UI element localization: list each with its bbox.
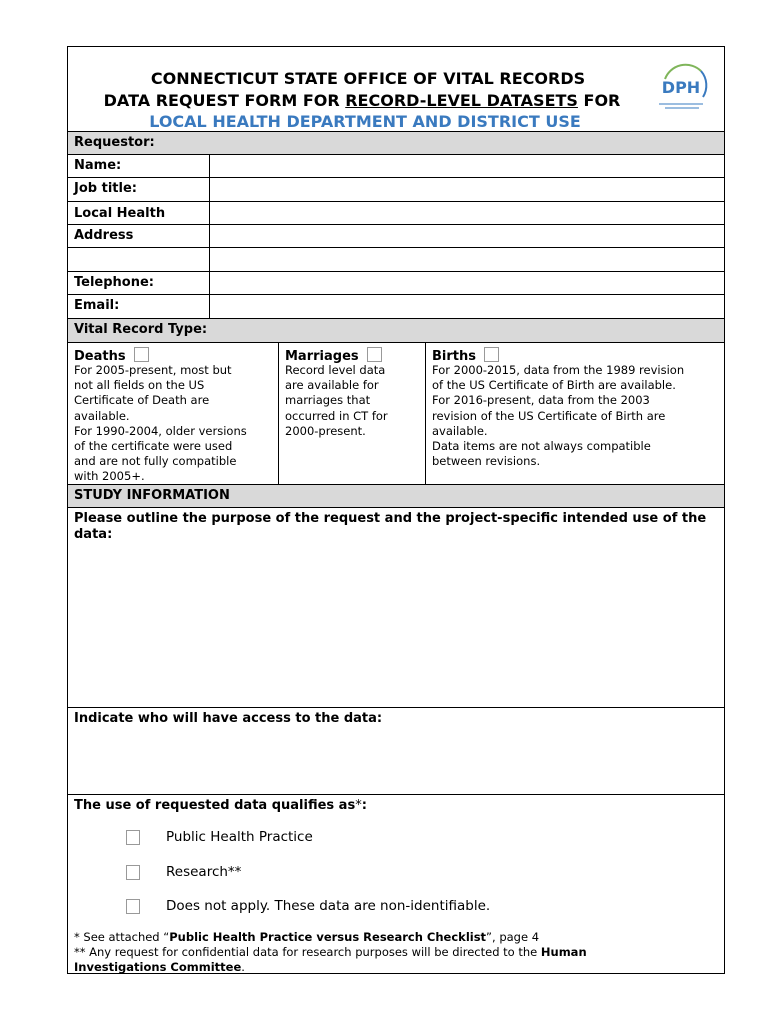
marriages-description: Record level data are available for marriages that occurred in CT for 2000-present. bbox=[285, 363, 388, 438]
requestor-section-header: Requestor: bbox=[68, 131, 724, 154]
name-input[interactable] bbox=[209, 155, 724, 177]
marriages-column bbox=[278, 343, 425, 484]
purpose-prompt: Please outline the purpose of the request and the project-specific intended use of the data: bbox=[74, 511, 707, 542]
telephone-input[interactable] bbox=[209, 272, 724, 294]
births-label: Births bbox=[432, 349, 476, 364]
title-line-1: CONNECTICUT STATE OFFICE OF VITAL RECORDS bbox=[150, 69, 586, 88]
footnote-1: * See attached “Public Health Practice versus Research Checklist”, page 4 bbox=[74, 930, 540, 944]
telephone-row: Telephone: bbox=[68, 271, 724, 294]
address-row-2 bbox=[68, 247, 724, 271]
public-health-practice-checkbox[interactable] bbox=[126, 830, 140, 845]
vital-record-section-header: Vital Record Type: bbox=[68, 318, 724, 342]
local-health-district-input[interactable] bbox=[209, 202, 724, 224]
marriages-checkbox[interactable] bbox=[367, 347, 382, 362]
name-row: Name: bbox=[68, 154, 724, 177]
form-page bbox=[67, 46, 725, 974]
purpose-field[interactable] bbox=[68, 507, 724, 707]
deaths-label: Deaths bbox=[74, 349, 126, 364]
qualifies-section: The use of requested data qualifies as*: Public Health Practice Research** Does not apply. These data are non-identifiable. * See attached “Public Health Practice versus Research Checklist”, page 4 ** Any request for confidential data for research purposes will be directed to the Human Investigations Committee. bbox=[68, 794, 724, 975]
footnote-2: ** Any request for confidential data for research purposes will be directed to the Human bbox=[74, 945, 587, 959]
email-row: Email: bbox=[68, 294, 724, 318]
footnote-2-continued: Investigations Committee. bbox=[74, 960, 245, 974]
job-title-input[interactable] bbox=[209, 178, 724, 201]
marriages-label: Marriages bbox=[285, 349, 359, 364]
births-description: For 2000-2015, data from the 1989 revision of the US Certificate of Birth are available. For 2016-present, data from the 2003 revision of the US Certificate of Birth are available. Data items are not always compatible between revisions. bbox=[432, 363, 685, 469]
study-section-header: STUDY INFORMATION bbox=[68, 484, 724, 507]
does-not-apply-checkbox[interactable] bbox=[126, 899, 140, 914]
dph-logo-icon bbox=[653, 57, 709, 115]
vital-record-types bbox=[68, 342, 724, 484]
research-checkbox[interactable] bbox=[126, 865, 140, 880]
title-line-3: LOCAL HEALTH DEPARTMENT AND DISTRICT USE bbox=[149, 112, 581, 131]
qualifies-prompt: The use of requested data qualifies as*: bbox=[74, 798, 367, 813]
address-input-1[interactable] bbox=[209, 225, 724, 247]
births-column bbox=[425, 343, 724, 484]
job-title-row: Job title: bbox=[68, 177, 724, 201]
form-header bbox=[68, 47, 724, 131]
births-checkbox[interactable] bbox=[484, 347, 499, 362]
logo-text: DPH bbox=[661, 78, 701, 97]
email-input[interactable] bbox=[209, 295, 724, 318]
deaths-checkbox[interactable] bbox=[134, 347, 149, 362]
deaths-column bbox=[68, 343, 278, 484]
address-row: Address bbox=[68, 224, 724, 247]
access-prompt: Indicate who will have access to the data: bbox=[74, 711, 383, 726]
address-input-2[interactable] bbox=[209, 248, 724, 271]
title-line-2: DATA REQUEST FORM FOR RECORD-LEVEL DATASETS FOR bbox=[103, 91, 621, 110]
local-health-district-row: Local Health bbox=[68, 201, 724, 224]
access-field[interactable] bbox=[68, 707, 724, 794]
deaths-description: For 2005-present, most but not all fields on the US Certificate of Death are available. For 1990-2004, older versions of the certificate were used and are not fully compatible with 2005+. bbox=[74, 363, 247, 484]
